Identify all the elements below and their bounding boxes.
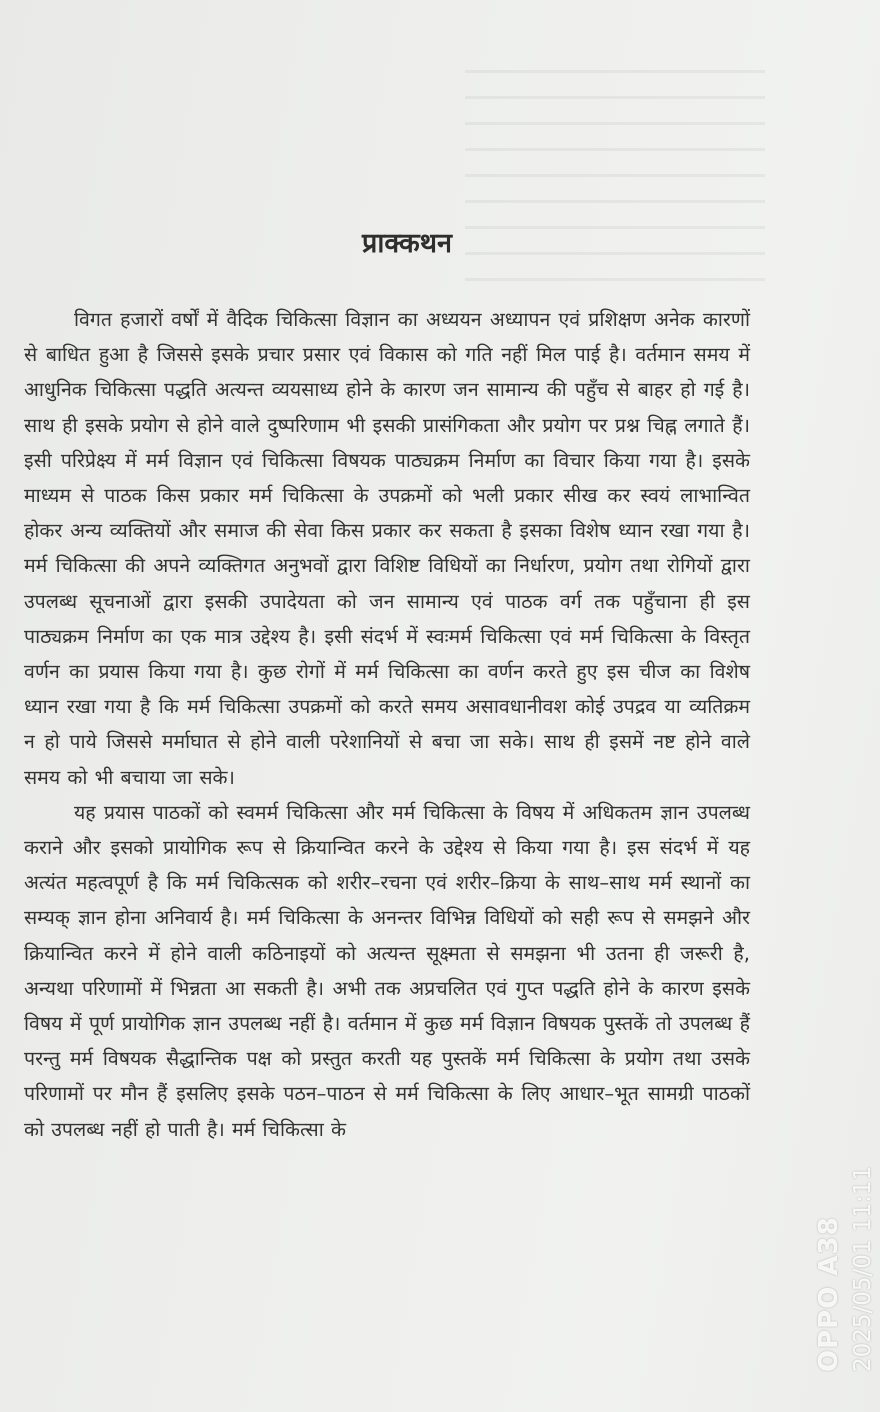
camera-watermark	[812, 1166, 880, 1372]
book-page	[24, 224, 750, 1147]
watermark-datetime: 2025/05/01 11:11	[850, 1165, 876, 1372]
paragraph-2: यह प्रयास पाठकों को स्वमर्म चिकित्सा और मर्म चिकित्सा के विषय में अधिकतम ज्ञान उपलब्ध कराने और इसको प्रायोगिक रूप से क्रियान्वित करने के उद्देश्य से किया गया है। इस संदर्भ में यह अत्यंत महत्वपूर्ण है कि मर्म चिकित्सक को शरीर–रचना एवं शरीर–क्रिया के साथ–साथ मर्म स्थानों का सम्यक् ज्ञान होना अनिवार्य है। मर्म चिकित्सा के अनन्तर विभिन्न विधियों को सही रूप से समझने और क्रियान्वित करने में होने वाली कठिनाइयों को अत्यन्त सूक्ष्मता से समझना भी उतना ही जरूरी है, अन्यथा परिणामों में भिन्नता आ सकती है। अभी तक अप्रचलित एवं गुप्त पद्धति होने के कारण इसके विषय में पूर्ण प्रायोगिक ज्ञान उपलब्ध नहीं है। वर्तमान में कुछ मर्म विज्ञान विषयक पुस्तकें तो उपलब्ध हैं परन्तु मर्म विषयक सैद्धान्तिक पक्ष को प्रस्तुत करती यह पुस्तकें मर्म चिकित्सा के प्रयोग तथा उसके परिणामों पर मौन हैं इसलिए इसके पठन–पाठन से मर्म चिकित्सा के लिए आधार–भूत सामग्री पाठकों को उपलब्ध नहीं हो पाती है। मर्म चिकित्सा के	[24, 800, 751, 1141]
page-title: प्राक्कथन	[361, 228, 453, 259]
watermark-brand: OPPO A38	[814, 1216, 844, 1372]
paragraph-1: विगत हजारों वर्षों में वैदिक चिकित्सा विज्ञान का अध्ययन अध्यापन एवं प्रशिक्षण अनेक कारणों से बाधित हुआ है जिससे इसके प्रचार प्रसार एवं विकास को गति नहीं मिल पाई है। वर्तमान समय में आधुनिक चिकित्सा पद्धति अत्यन्त व्ययसाध्य होने के कारण जन सामान्य की पहुँच से बाहर हो गई है। साथ ही इसके प्रयोग से होने वाले दुष्परिणाम भी इसकी प्रासंगिकता और प्रयोग पर प्रश्न चिह्न लगाते हैं। इसी परिप्रेक्ष्य में मर्म विज्ञान एवं चिकित्सा विषयक पाठ्यक्रम निर्माण का विचार किया गया है। इसके माध्यम से पाठक किस प्रकार मर्म चिकित्सा के उपक्रमों को भली प्रकार सीख कर स्वयं लाभान्वित होकर अन्य व्यक्तियों और समाज की सेवा किस प्रकार कर सकता है इसका विशेष ध्यान रखा गया है। मर्म चिकित्सा की अपने व्यक्तिगत अनुभवों द्वारा विशिष्ट विधियों का निर्धारण, प्रयोग तथा रोगियों द्वारा उपलब्ध सूचनाओं द्वारा इसकी उपादेयता को जन सामान्य एवं पाठक वर्ग तक पहुँचाना ही इस पाठ्यक्रम निर्माण का एक मात्र उद्देश्य है। इसी संदर्भ में स्वःमर्म चिकित्सा एवं मर्म चिकित्सा के विस्तृत वर्णन का प्रयास किया गया है। कुछ रोगों में मर्म चिकित्सा का वर्णन करते हुए इस चीज का विशेष ध्यान रखा गया है कि मर्म चिकित्सा उपक्रमों को करते समय असावधानीवश कोई उपद्रव या व्यतिक्रम न हो पाये जिससे मर्माघात से होने वाली परेशानियों से बचा जा सके। साथ ही इसमें नष्ट होने वाले समय को भी बचाया जा सके।	[24, 308, 750, 789]
